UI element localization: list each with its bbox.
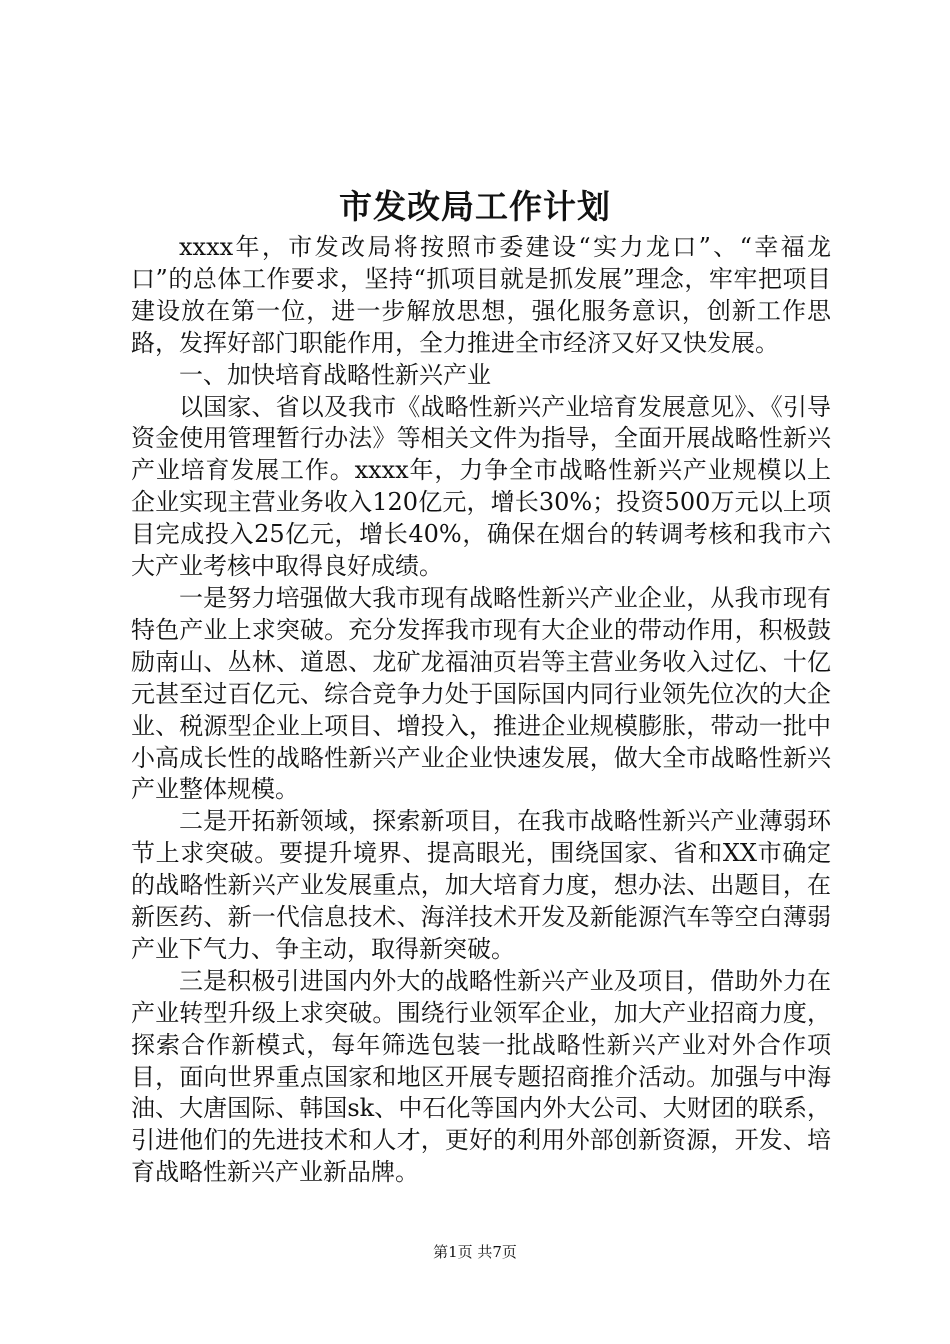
page-footer: 第1页 共7页 [433, 1243, 517, 1261]
document-title: 市发改局工作计划 [339, 187, 611, 226]
paragraph-intro: xxxx年，市发改局将按照市委建设“实力龙口”、“幸福龙口”的总体工作要求，坚持“抓项目就是抓发展”理念，牢牢把项目建设放在第一位，进一步解放思想，强化服务意识，创新工作思路，发挥好部门职能作用，全力推进全市经济又好又快发展。 [131, 233, 831, 357]
paragraph-guidance: 以国家、省以及我市《战略性新兴产业培育发展意见》、《引导资金使用管理暂行办法》等相关文件为指导，全面开展战略性新兴产业培育发展工作。xxxx年，力争全市战略性新兴产业规模以上企业实现主营业务收入120亿元，增长30%；投资500万元以上项目完成投入25亿元，增长40%，确保在烟台的转调考核和我市六大产业考核中取得良好成绩。 [131, 392, 831, 581]
document-body [131, 232, 831, 1189]
paragraph-point-three: 三是积极引进国内外大的战略性新兴产业及项目，借助外力在产业转型升级上求突破。围绕行业领军企业，加大产业招商力度，探索合作新模式，每年筛选包装一批战略性新兴产业对外合作项目，面向世界重点国家和地区开展专题招商推介活动。加强与中海油、大唐国际、韩国sk、中石化等国内外大公司、大财团的联系，引进他们的先进技术和人才，更好的利用外部创新资源，开发、培育战略性新兴产业新品牌。 [131, 966, 831, 1187]
paragraph-point-one: 一是努力培强做大我市现有战略性新兴产业企业，从我市现有特色产业上求突破。充分发挥我市现有大企业的带动作用，积极鼓励南山、丛林、道恩、龙矿龙福油页岩等主营业务收入过亿、十亿元甚至过百亿元、综合竞争力处于国际国内同行业领先位次的大企业、税源型企业上项目、增投入，推进企业规模膨胀，带动一批中小高成长性的战略性新兴产业企业快速发展，做大全市战略性新兴产业整体规模。 [131, 583, 831, 804]
section-heading: 一、加快培育战略性新兴产业 [179, 360, 491, 389]
paragraph-point-two: 二是开拓新领域，探索新项目，在我市战略性新兴产业薄弱环节上求突破。要提升境界、提高眼光，围绕国家、省和XX市确定的战略性新兴产业发展重点，加大培育力度，想办法、出题目，在新医药、新一代信息技术、海洋技术开发及新能源汽车等空白薄弱产业下气力、争主动，取得新突破。 [131, 807, 831, 963]
